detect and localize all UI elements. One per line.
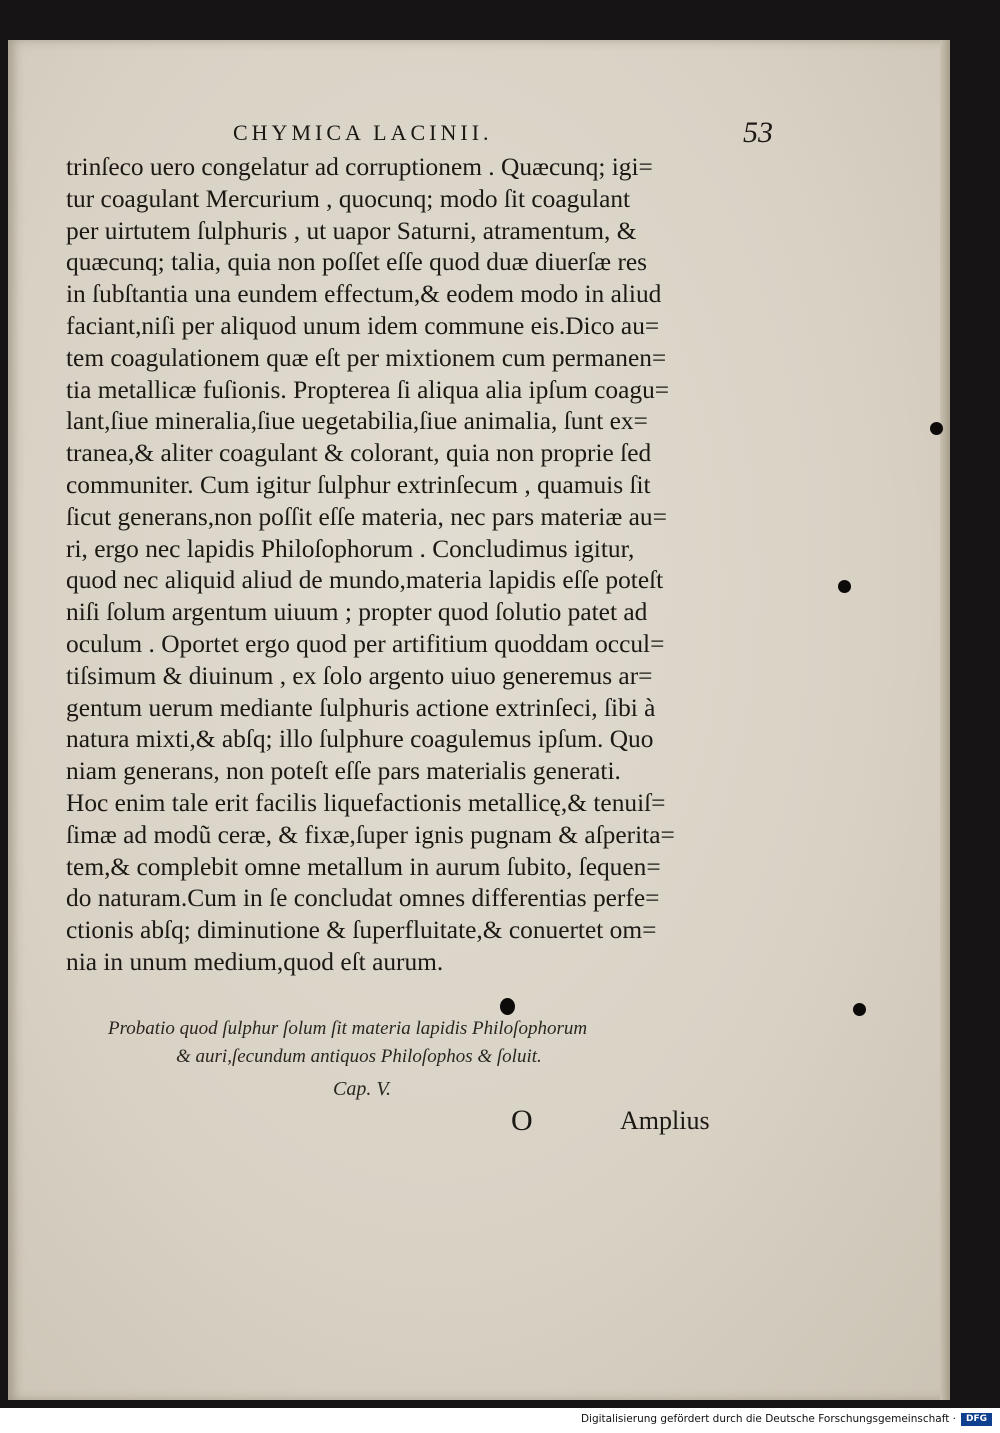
text-line: communiter. Cum igitur ſulphur extrinſecum , quamuis ſit [66,470,651,499]
body-text [66,152,756,979]
footer-bar [0,1408,1000,1433]
text-line: tur coagulant Mercurium , quocunq; modo ſit coagulant [66,184,631,213]
chapter-heading-line: & auri,ſecundum antiquos Philoſophos & ſoluit. [176,1046,542,1067]
text-line: tem coagulationem quæ eſt per mixtionem cum permanen= [66,343,667,372]
book-page [8,40,950,1400]
text-line: per uirtutem ſulphuris , ut uapor Saturni, atramentum, & [66,216,637,245]
text-line: niam generans, non poteſt eſſe pars materialis generati. [66,757,621,786]
text-line: natura mixti,& abſq; illo ſulphure coagulemus ipſum. Quo [66,725,654,754]
text-line: faciant,niſi per aliquod unum idem commune eis.Dico au= [66,311,660,340]
text-line: quod nec aliquid aliud de mundo,materia lapidis eſſe poteſt [66,566,664,595]
page-edge [940,40,950,1400]
chapter-heading-line: Probatio quod ſulphur ſolum ſit materia lapidis Philoſophorum [108,1018,588,1039]
text-line: oculum . Oportet ergo quod per artifitium quoddam occul= [66,629,665,658]
ink-spot [838,580,851,593]
text-line: quæcunq; talia, quia non poſſet eſſe quod duæ diuerſæ res [66,248,648,277]
running-head: CHYMICA LACINII. [233,120,493,145]
text-line: lant,ſiue mineralia,ſiue uegetabilia,ſiue animalia, ſunt ex= [66,407,648,436]
text-line: tiſsimum & diuinum , ex ſolo argento uiuo generemus ar= [66,661,653,690]
initial-letter: O [511,1104,533,1137]
text-line: ctionis abſq; diminutione & ſuperfluitate,& conuertet om= [66,916,657,945]
text-line: do naturam.Cum in ſe concludat omnes differentias perfe= [66,884,660,913]
chapter-heading [108,1015,708,1071]
text-line: nia in unum medium,quod eſt aurum. [66,947,444,976]
text-line: in ſubſtantia una eundem effectum,& eodem modo in aliud [66,280,662,309]
catchword: Amplius [620,1106,710,1135]
chapter-label: Cap. V. [333,1078,391,1100]
text-line: gentum uerum mediante ſulphuris actione extrinſeci, ſibi à [66,693,656,722]
ink-spot [500,998,515,1015]
ink-spot [930,422,943,435]
footer-credit: Digitalisierung gefördert durch die Deutsche Forschungsgemeinschaft · [580,1413,956,1425]
text-line: tranea,& aliter coagulant & colorant, quia non proprie ſed [66,439,652,468]
text-line: ri, ergo nec lapidis Philoſophorum . Concludimus igitur, [66,534,635,563]
text-line: ſicut generans,non poſſit eſſe materia, nec pars materiæ au= [66,502,667,531]
dfg-logo: DFG [961,1413,992,1426]
text-line: trinſeco uero congelatur ad corruptionem . Quæcunq; igi= [66,153,653,181]
text-line: tem,& complebit omne metallum in aurum ſubito, ſequen= [66,852,661,881]
text-line: tia metallicæ fuſionis. Propterea ſi aliqua alia ipſum coagu= [66,375,670,404]
page-number: 53 [743,116,773,149]
text-line: Hoc enim tale erit facilis liquefactionis metallicę,& tenuiſ= [66,788,666,817]
text-line: niſi ſolum argentum uiuum ; propter quod ſolutio patet ad [66,598,648,627]
ink-spot [853,1003,866,1016]
text-line: ſimæ ad modũ ceræ, & fixæ,ſuper ignis pugnam & aſperita= [66,820,675,849]
